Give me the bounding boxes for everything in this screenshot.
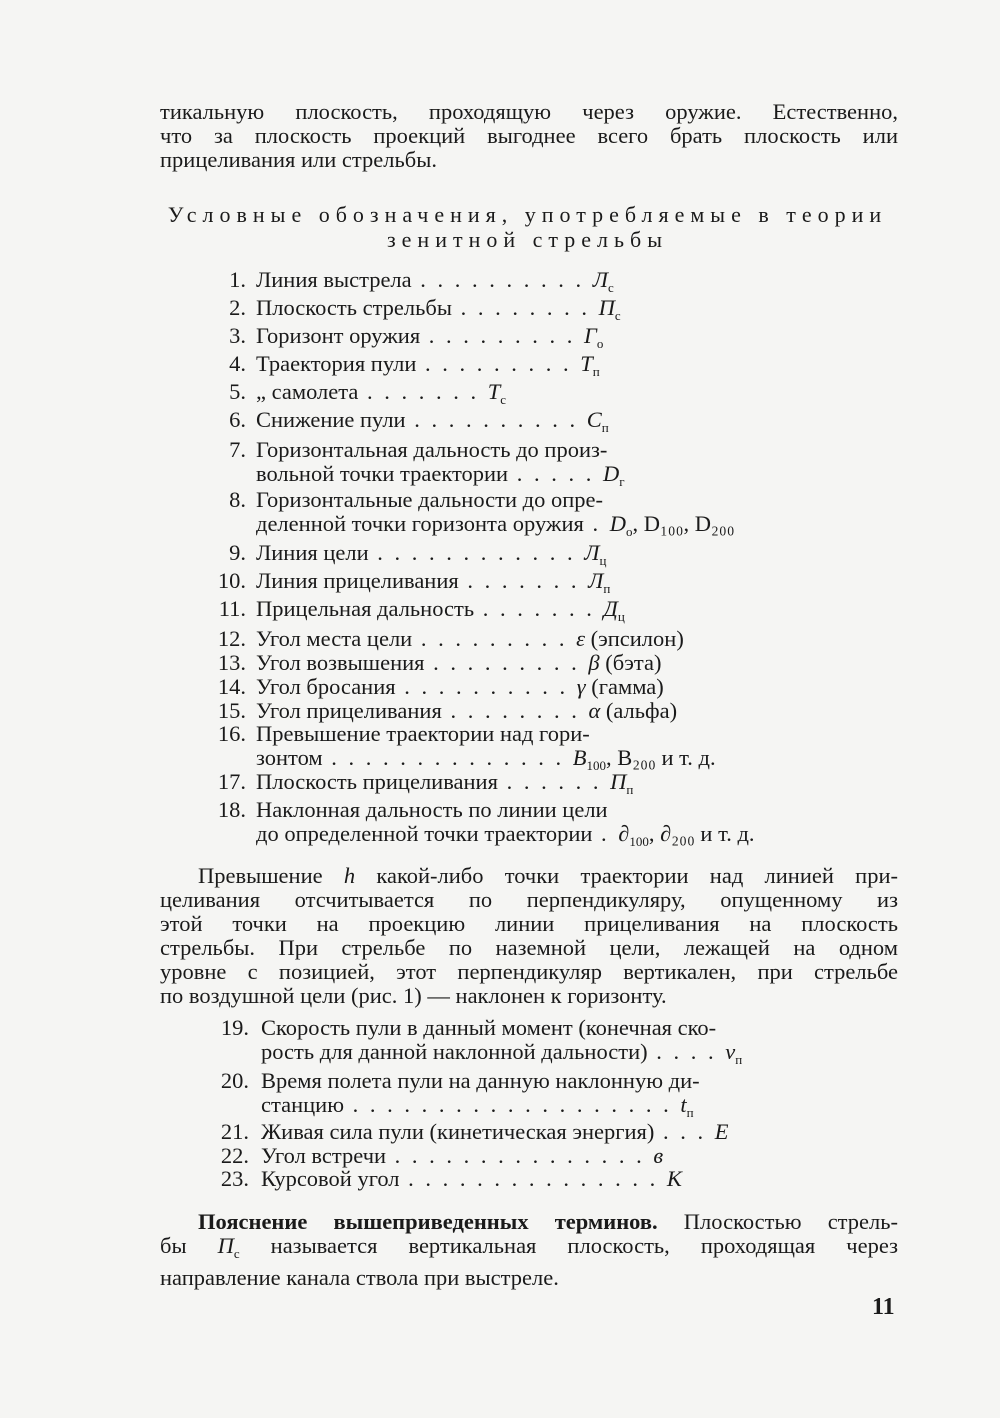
leader-dots: . . . . . . . . . . . . . . . — [386, 1143, 654, 1168]
notation-symbol: ∂ — [618, 821, 630, 846]
leader-dots: . . . . . . . . . . — [395, 674, 577, 699]
notation-subscript: п — [735, 1052, 743, 1067]
list-item-number: 14. — [217, 674, 246, 699]
list-item-text: до определенной точки траектории . $\partial_{100}$, ∂₂₀₀ и т. д. — [256, 821, 755, 849]
leader-dots: . . . . . . . . . . — [411, 267, 593, 292]
notation-symbol: E — [714, 1119, 729, 1144]
list-item-number: 7. — [229, 437, 246, 462]
leader-dots: . . . . . . . . — [441, 698, 589, 723]
list-item-text: Угол возвышения . . . . . . . . . β (бэта) — [256, 650, 662, 675]
leader-dots: . — [592, 821, 619, 846]
list-item-text: Прицельная дальность . . . . . . . $Д_ц$ — [256, 596, 625, 624]
list-item-number: 6. — [229, 407, 246, 432]
list-item-text: зонтом . . . . . . . . . . . . . . $В_{100}$, В₂₀₀ и т. д. — [256, 745, 716, 773]
closing-text: бы — [160, 1233, 218, 1258]
list-item-text: „ самолета . . . . . . . $Т_с$ — [256, 379, 507, 407]
leader-dots: . . . . . . . . . . . . . . — [322, 745, 573, 770]
notation-extra: (альфа) — [600, 698, 678, 723]
leader-dots: . . . . . . — [497, 769, 611, 794]
list-item-number: 16. — [217, 721, 246, 746]
middle-line: стрельбы. При стрельбе по наземной цели, лежащей на одном — [160, 935, 898, 960]
list-item-number: 2. — [229, 295, 246, 320]
notation-subscript: г — [619, 474, 625, 489]
notation-symbol: Л — [588, 568, 604, 593]
notation-extra: (гамма) — [585, 674, 664, 699]
list-item-text: Скорость пули в данный момент (конечная ско- — [261, 1015, 717, 1040]
notation-extra: (бэта) — [599, 650, 662, 675]
notation-subscript: 100 — [586, 758, 607, 773]
list-item-number: 20. — [220, 1068, 249, 1093]
list-item-text: рость для данной наклонной дальности) . . . . $v_п$ — [261, 1039, 743, 1067]
closing-line-3: направление канала ствола при выстреле. — [160, 1265, 559, 1290]
list-item-text: вольной точки траектории . . . . . $D_г$ — [256, 461, 625, 489]
closing-symbol: П — [217, 1233, 234, 1258]
list-item-number: 12. — [217, 626, 246, 651]
list-item-text: Снижение пули . . . . . . . . . . $С_п$ — [256, 407, 609, 435]
list-item-text: станцию . . . . . . . . . . . . . . . . . . . $t_п$ — [261, 1092, 694, 1120]
leader-dots: . . . . . . . — [458, 568, 589, 593]
notation-symbol: D — [602, 461, 620, 486]
intro-line: прицеливания или стрельбы. — [160, 147, 437, 172]
notation-symbol: Л — [584, 540, 600, 565]
leader-dots: . . . . . . . . . . . . . . . — [399, 1166, 667, 1191]
closing-line-1 — [160, 1210, 898, 1234]
leader-dots: . . . . . . . . . — [424, 650, 589, 675]
list-item-text: Время полета пули на данную наклонную ди- — [261, 1068, 700, 1093]
closing-symbol-sub: с — [233, 1246, 240, 1261]
closing-text: называется вертикальная плоскость, проходящая через — [239, 1233, 898, 1258]
notation-extra: , ∂₂₀₀ и т. д. — [648, 821, 755, 846]
section-heading — [155, 202, 900, 252]
notation-subscript: с — [500, 392, 507, 407]
list-item-text: Наклонная дальность по линии цели — [256, 797, 608, 822]
notation-extra: , В₂₀₀ и т. д. — [606, 745, 716, 770]
notation-symbol: в — [653, 1143, 664, 1168]
list-item-number: 3. — [229, 323, 246, 348]
notation-symbol: Г — [584, 323, 597, 348]
notation-subscript: 100 — [629, 834, 649, 849]
list-item-text: Превышение траектории над гори- — [256, 721, 590, 746]
notation-subscript: п — [603, 581, 611, 596]
list-item-text: Траектория пули . . . . . . . . . $Т_п$ — [256, 351, 600, 379]
list-item-number: 13. — [217, 650, 246, 675]
notation-subscript: п — [626, 782, 634, 797]
intro-paragraph — [160, 100, 898, 172]
notation-symbol: К — [666, 1166, 682, 1191]
notation-symbol: Т — [487, 379, 501, 404]
notation-subscript: с — [614, 308, 621, 323]
notation-extra: (эпсилон) — [584, 626, 684, 651]
list-item-number: 8. — [229, 487, 246, 512]
heading-line-2: зенитной стрельбы — [386, 227, 669, 252]
middle-line: этой точки на проекцию линии прицеливания на плоскость — [160, 911, 898, 936]
list-item-number: 22. — [220, 1143, 249, 1168]
notation-subscript: п — [686, 1105, 694, 1120]
heading-line-1: Условные обозначения, употребляемые в теории — [167, 202, 888, 227]
leader-dots: . . . . . . . — [474, 596, 604, 621]
middle-line: уровне с позицией, этот перпендикуляр вертикален, при стрельбе — [160, 959, 898, 984]
notation-symbol: П — [610, 769, 627, 794]
leader-dots: . . . . — [647, 1039, 726, 1064]
list-item-text: Плоскость прицеливания . . . . . . $П_п$ — [256, 769, 634, 797]
closing-text: Плоскостью стрель- — [657, 1209, 899, 1234]
list-item-text: Горизонтальная дальность до произ- — [256, 437, 608, 462]
notation-subscript: с — [608, 280, 614, 295]
closing-paragraph — [160, 1210, 898, 1290]
leader-dots: . — [583, 511, 610, 536]
page-number: 11 — [872, 1294, 895, 1320]
list-item-text: Курсовой угол . . . . . . . . . . . . . . . К — [261, 1166, 682, 1191]
list-item-text: Угол встречи . . . . . . . . . . . . . . . в — [261, 1143, 664, 1168]
leader-dots: . . . . . . . . . — [416, 351, 581, 376]
list-item-text: Горизонт оружия . . . . . . . . . $Г_о$ — [256, 323, 604, 351]
middle-line: целивания отсчитывается по перпендикуляру, опущенному из — [160, 887, 898, 912]
list-item-number: 18. — [217, 797, 246, 822]
notation-subscript: п — [601, 420, 609, 435]
intro-line: тикальную плоскость, проходящую через оружие. Естественно, — [160, 99, 898, 124]
list-item-number: 11. — [218, 596, 246, 621]
middle-line: по воздушной цели (рис. 1) — наклонен к горизонту. — [160, 983, 667, 1008]
notation-symbol: Л — [592, 267, 609, 292]
list-item-text: Линия выстрела . . . . . . . . . . $Л_с$ — [256, 267, 614, 295]
list-item-text: Плоскость стрельбы . . . . . . . . $П_с$ — [256, 295, 621, 323]
list-item-number: 10. — [217, 568, 246, 593]
notation-symbol: γ — [576, 674, 586, 699]
closing-line-2 — [160, 1234, 898, 1266]
notation-subscript: ц — [599, 553, 607, 568]
list-item-number: 17. — [217, 769, 246, 794]
leader-dots: . . . . . . . . — [451, 295, 599, 320]
list-item-number: 9. — [229, 540, 246, 565]
list-item-number: 5. — [229, 379, 246, 404]
list-item-text: Живая сила пули (кинетическая энергия) . . . E — [261, 1119, 729, 1144]
notation-subscript: ц — [617, 609, 625, 624]
middle-paragraph — [160, 864, 898, 1008]
notation-subscript: п — [592, 364, 600, 379]
leader-dots: . . . . . . . . . . . . — [368, 540, 585, 565]
leader-dots: . . . . . — [508, 461, 603, 486]
notation-subscript: о — [625, 524, 633, 539]
notation-symbol: t — [680, 1092, 687, 1117]
leader-dots: . . . . . . . . . . — [405, 407, 587, 432]
intro-line: что за плоскость проекций выгоднее всего брать плоскость или — [160, 123, 898, 148]
leader-dots: . . . . . . . . . . . . . . . . . . . — [344, 1092, 681, 1117]
middle-line: Превышение h какой-либо точки траектории над линией при- — [198, 863, 898, 888]
list-item-number: 21. — [220, 1119, 249, 1144]
list-item-text: Линия цели . . . . . . . . . . . . $Л_ц$ — [256, 540, 607, 568]
list-item-number: 23. — [220, 1166, 249, 1191]
notation-symbol: v — [725, 1039, 736, 1064]
list-item-number: 1. — [229, 267, 246, 292]
notation-extra: , D₁₀₀, D₂₀₀ — [632, 511, 735, 536]
leader-dots: . . . . . . . . . — [412, 626, 577, 651]
list-item-text: деленной точки горизонта оружия . $D_о$, D₁₀₀, D₂₀₀ — [256, 511, 735, 539]
list-item-text: Угол места цели . . . . . . . . . ε (эпсилон) — [256, 626, 684, 651]
notation-symbol: D — [609, 511, 626, 536]
notation-symbol: П — [598, 295, 615, 320]
notation-subscript: о — [596, 336, 604, 351]
notation-symbol: α — [588, 698, 601, 723]
notation-symbol: В — [572, 745, 587, 770]
notation-symbol: С — [586, 407, 602, 432]
leader-dots: . . . . . . . — [358, 379, 488, 404]
list-item-number: 15. — [217, 698, 246, 723]
leader-dots: . . . . . . . . . — [420, 323, 585, 348]
leader-dots: . . . — [654, 1119, 715, 1144]
notation-symbol: Т — [580, 351, 593, 376]
list-item-text: Угол бросания . . . . . . . . . . γ (гамма) — [256, 674, 664, 699]
list-item-number: 19. — [220, 1015, 249, 1040]
notation-symbol: ε — [576, 626, 585, 651]
list-item-text: Линия прицеливания . . . . . . . $Л_п$ — [256, 568, 611, 596]
list-item-text: Угол прицеливания . . . . . . . . α (альфа) — [256, 698, 678, 723]
list-item-text: Горизонтальные дальности до опре- — [256, 487, 603, 512]
list-item-number: 4. — [229, 351, 246, 376]
notation-symbol: Д — [603, 596, 618, 621]
closing-bold-term: Пояснение вышеприведенных терминов. — [198, 1209, 658, 1234]
notation-symbol: β — [588, 650, 600, 675]
